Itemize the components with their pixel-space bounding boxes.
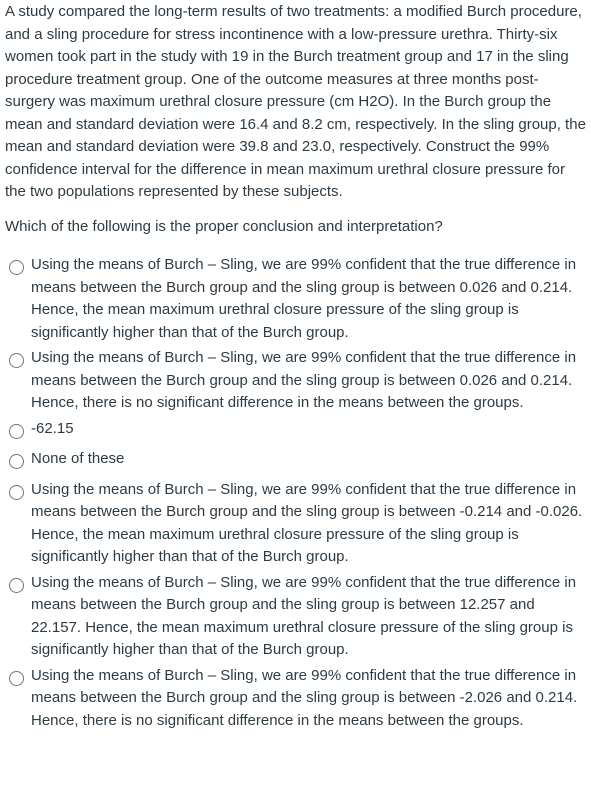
- radio-button-icon[interactable]: [9, 353, 24, 368]
- answer-option-label: Using the means of Burch – Sling, we are 99% confident that the true difference in means between the Burch group and the sling group is between -0.214 and -0.026. Hence, the mean maximum urethral closure pressure of the sling group is significantly higher than that of the Burch group.: [31, 480, 583, 565]
- answer-option-label: None of these: [31, 450, 125, 467]
- radio-button-icon[interactable]: [9, 454, 24, 469]
- answer-option-2[interactable]: [9, 347, 587, 415]
- answer-option-label: Using the means of Burch – Sling, we are 99% confident that the true difference in means between the Burch group and the sling group is between 12.257 and 22.157. Hence, the mean maximum urethral closure pressure of the sling group is significantly higher than that of the Burch group.: [31, 573, 577, 658]
- answer-option-label: Using the means of Burch – Sling, we are 99% confident that the true difference in means between the Burch group and the sling group is between 0.026 and 0.214. Hence, the mean maximum urethral closure pressure of the sling group is significantly higher than that of the Burch group.: [31, 256, 577, 341]
- answer-option-label: Using the means of Burch – Sling, we are 99% confident that the true difference in means between the Burch group and the sling group is between 0.026 and 0.214. Hence, there is no significant difference in the means between the groups.: [31, 349, 577, 411]
- answer-option-label: -62.15: [31, 419, 74, 437]
- answer-option-6[interactable]: [9, 572, 587, 662]
- radio-button-icon[interactable]: [9, 260, 24, 275]
- answer-option-label: Using the means of Burch – Sling, we are 99% confident that the true difference in means between the Burch group and the sling group is between -2.026 and 0.214. Hence, there is no significant difference in the means between the groups.: [31, 666, 578, 729]
- answer-option-3[interactable]: [9, 418, 587, 441]
- answer-option-7[interactable]: [9, 665, 587, 733]
- radio-button-icon[interactable]: [9, 578, 24, 593]
- answer-option-4[interactable]: [9, 448, 587, 471]
- question-prompt: Which of the following is the proper conclusion and interpretation?: [5, 218, 443, 235]
- question-stem: A study compared the long-term results of two treatments: a modified Burch procedure, and a sling procedure for stress incontinence with a low-pressure urethra. Thirty-six women took part in the study with 19 in the Burch treatment group and 17 in the sling procedure treatment group. One of the outcome measures at three months post-surgery was maximum urethral closure pressure (cm H2O). In the Burch group the mean and standard deviation were 16.4 and 8.2 cm, respectively. In the sling group, the mean and standard deviation were 39.8 and 23.0, respectively. Construct the 99% confidence interval for the difference in mean maximum urethral closure pressure for the two populations represented by these subjects.: [5, 3, 586, 200]
- radio-button-icon[interactable]: [9, 671, 24, 686]
- answer-option-5[interactable]: [9, 479, 587, 569]
- radio-button-icon[interactable]: [9, 424, 24, 439]
- answer-option-1[interactable]: [9, 254, 587, 344]
- radio-button-icon[interactable]: [9, 485, 24, 500]
- answer-options: [9, 254, 587, 735]
